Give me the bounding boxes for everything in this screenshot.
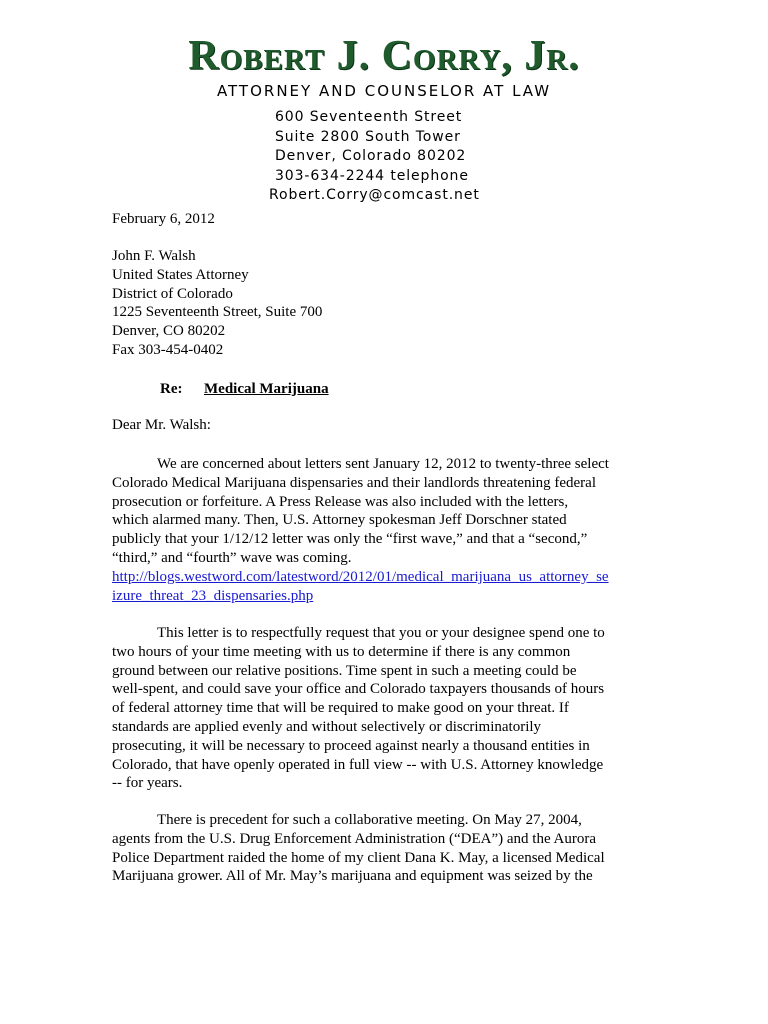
recipient-street: 1225 Seventeenth Street, Suite 700 (112, 304, 323, 321)
paragraph-line: There is precedent for such a collaborative meeting. On May 27, 2004, (157, 812, 582, 828)
letterhead-email: Robert.Corry@comcast.net (269, 187, 480, 203)
letterhead-phone: 303-634-2244 telephone (275, 167, 469, 184)
westword-link[interactable]: http://blogs.westword.com/latestword/2012/01/medical_marijuana_us_attorney_se (112, 568, 609, 585)
paragraph-line: prosecuting, it will be necessary to proceed against nearly a thousand entities in (112, 737, 590, 754)
letterhead-address (269, 108, 535, 206)
paragraph-line: Colorado, that have openly operated in full view -- with U.S. Attorney knowledge (112, 756, 604, 773)
recipient-fax: Fax 303-454-0402 (112, 341, 224, 358)
paragraph-line: of federal attorney time that will be required to make good on your threat. If (112, 700, 569, 717)
paragraph-1 (112, 455, 609, 605)
recipient-office: District of Colorado (112, 285, 233, 302)
paragraph-line: agents from the U.S. Drug Enforcement Administration (“DEA”) and the Aurora (112, 830, 597, 847)
paragraph-line: publicly that your 1/12/12 letter was only the “first wave,” and that a “second,” (112, 531, 588, 548)
letter-date: February 6, 2012 (112, 211, 215, 227)
paragraph-line: ground between our relative positions. Time spent in such a meeting could be (112, 662, 577, 679)
paragraph-line: well-spent, and could save your office and Colorado taxpayers thousands of hours (112, 681, 605, 698)
paragraph-line: This letter is to respectfully request that you or your designee spend one to (157, 625, 605, 641)
salutation: Dear Mr. Walsh: (112, 417, 211, 433)
letterhead-name: Robert J. Corry, Jr. (188, 33, 580, 79)
paragraph-line: prosecution or forfeiture. A Press Release was also included with the letters, (112, 493, 569, 510)
letterhead-address-line1: 600 Seventeenth Street (275, 109, 463, 125)
paragraph-line: two hours of your time meeting with us to determine if there is any common (112, 643, 571, 660)
recipient-address (112, 247, 322, 360)
westword-link-continued[interactable]: izure_threat_23_dispensaries.php (112, 587, 314, 604)
paragraph-2 (112, 624, 605, 793)
re-label: Re: (160, 381, 183, 397)
letterhead-address-line2: Suite 2800 South Tower (275, 128, 461, 145)
re-subject: Medical Marijuana (204, 381, 329, 397)
paragraph-line: “third,” and “fourth” wave was coming. (112, 549, 352, 566)
paragraph-line: Marijuana grower. All of Mr. May’s marijuana and equipment was seized by the (112, 868, 593, 885)
letterhead-title: ATTORNEY AND COUNSELOR AT LAW (216, 82, 552, 100)
recipient-name: John F. Walsh (112, 248, 196, 264)
paragraph-3 (112, 811, 605, 886)
letterhead-address-line3: Denver, Colorado 80202 (275, 148, 467, 164)
paragraph-line: We are concerned about letters sent January 12, 2012 to twenty-three select (157, 456, 609, 472)
recipient-title: United States Attorney (112, 266, 249, 283)
paragraph-line: Colorado Medical Marijuana dispensaries and their landlords threatening federal (112, 474, 596, 491)
paragraph-line: standards are applied evenly and without selectively or discriminatorily (112, 718, 542, 735)
paragraph-line: -- for years. (112, 775, 183, 792)
paragraph-line: which alarmed many. Then, U.S. Attorney spokesman Jeff Dorschner stated (112, 512, 567, 529)
recipient-city: Denver, CO 80202 (112, 323, 226, 340)
paragraph-line: Police Department raided the home of my client Dana K. May, a licensed Medical (112, 849, 605, 866)
